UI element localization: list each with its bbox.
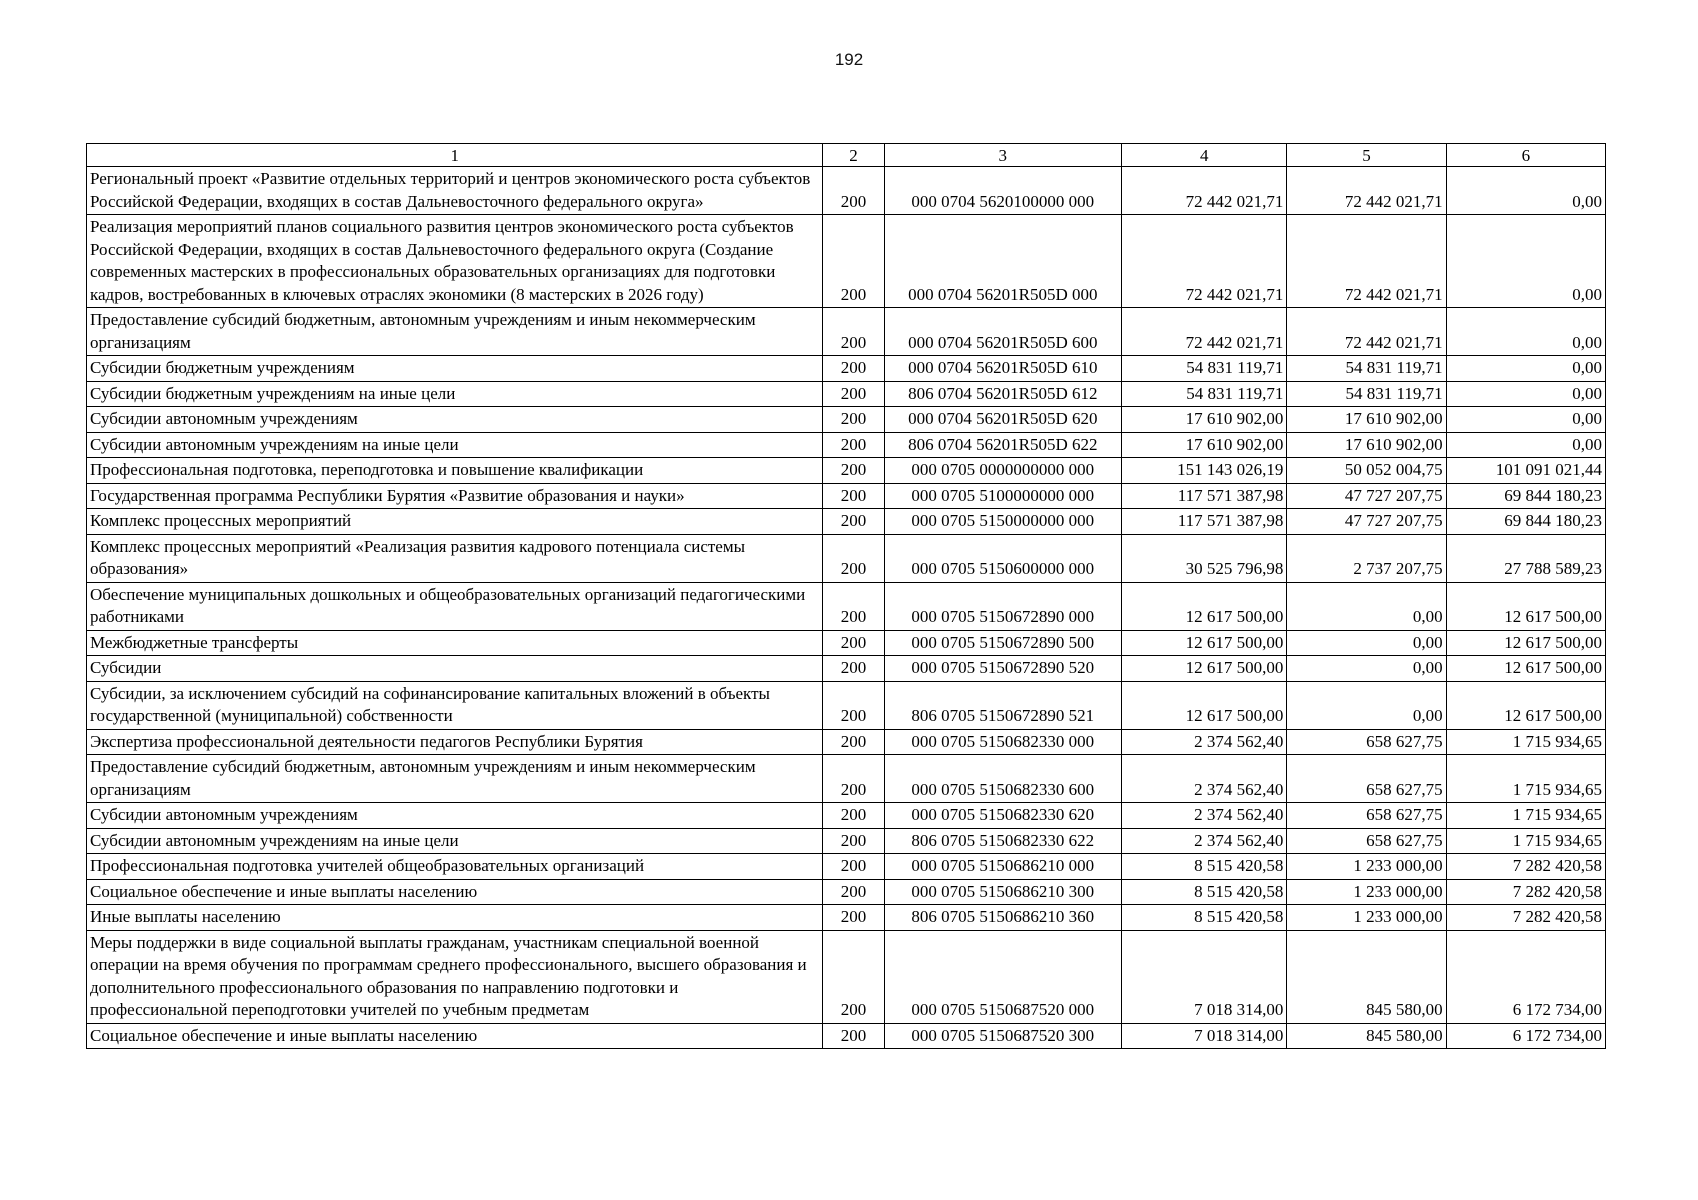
row-amount-cell: 17 610 902,00 bbox=[1287, 432, 1446, 458]
row-amount-cell: 54 831 119,71 bbox=[1287, 356, 1446, 382]
row-name-cell: Субсидии бюджетным учреждениям на иные цели bbox=[87, 381, 823, 407]
row-amount-cell: 1 715 934,65 bbox=[1446, 828, 1605, 854]
row-amount-cell: 845 580,00 bbox=[1287, 1023, 1446, 1049]
row-classification-cell: 806 0705 5150686210 360 bbox=[884, 905, 1121, 931]
row-classification-cell: 806 0705 5150672890 521 bbox=[884, 681, 1121, 729]
row-amount-cell: 8 515 420,58 bbox=[1122, 905, 1287, 931]
row-code-cell: 200 bbox=[823, 729, 884, 755]
row-code-cell: 200 bbox=[823, 930, 884, 1023]
column-number-row bbox=[87, 144, 1606, 167]
row-name-cell: Субсидии автономным учреждениям bbox=[87, 803, 823, 829]
row-code-cell: 200 bbox=[823, 458, 884, 484]
table-row bbox=[87, 930, 1606, 1023]
table-row bbox=[87, 905, 1606, 931]
row-code-cell: 200 bbox=[823, 381, 884, 407]
row-code-cell: 200 bbox=[823, 656, 884, 682]
row-code-cell: 200 bbox=[823, 681, 884, 729]
row-amount-cell: 0,00 bbox=[1287, 630, 1446, 656]
row-amount-cell: 17 610 902,00 bbox=[1287, 407, 1446, 433]
row-code-cell: 200 bbox=[823, 854, 884, 880]
row-classification-cell: 000 0705 5150672890 520 bbox=[884, 656, 1121, 682]
row-amount-cell: 658 627,75 bbox=[1287, 828, 1446, 854]
table-row bbox=[87, 167, 1606, 215]
row-amount-cell: 8 515 420,58 bbox=[1122, 854, 1287, 880]
row-amount-cell: 30 525 796,98 bbox=[1122, 534, 1287, 582]
table-row bbox=[87, 356, 1606, 382]
row-name-cell: Комплекс процессных мероприятий «Реализация развития кадрового потенциала системы образования» bbox=[87, 534, 823, 582]
row-name-cell: Субсидии бюджетным учреждениям bbox=[87, 356, 823, 382]
row-amount-cell: 6 172 734,00 bbox=[1446, 1023, 1605, 1049]
row-amount-cell: 7 282 420,58 bbox=[1446, 879, 1605, 905]
row-classification-cell: 000 0704 5620100000 000 bbox=[884, 167, 1121, 215]
row-amount-cell: 12 617 500,00 bbox=[1446, 681, 1605, 729]
row-name-cell: Государственная программа Республики Бурятия «Развитие образования и науки» bbox=[87, 483, 823, 509]
row-code-cell: 200 bbox=[823, 215, 884, 308]
row-amount-cell: 0,00 bbox=[1446, 167, 1605, 215]
row-amount-cell: 0,00 bbox=[1287, 656, 1446, 682]
row-amount-cell: 0,00 bbox=[1446, 407, 1605, 433]
table-row bbox=[87, 729, 1606, 755]
row-classification-cell: 000 0705 5150000000 000 bbox=[884, 509, 1121, 535]
row-code-cell: 200 bbox=[823, 534, 884, 582]
row-classification-cell: 000 0705 5150686210 300 bbox=[884, 879, 1121, 905]
table-row bbox=[87, 509, 1606, 535]
row-amount-cell: 1 233 000,00 bbox=[1287, 905, 1446, 931]
row-amount-cell: 6 172 734,00 bbox=[1446, 930, 1605, 1023]
table-row bbox=[87, 534, 1606, 582]
row-amount-cell: 2 374 562,40 bbox=[1122, 828, 1287, 854]
row-amount-cell: 72 442 021,71 bbox=[1287, 308, 1446, 356]
table-row bbox=[87, 407, 1606, 433]
row-amount-cell: 12 617 500,00 bbox=[1122, 681, 1287, 729]
table-row bbox=[87, 879, 1606, 905]
table-row bbox=[87, 656, 1606, 682]
row-amount-cell: 50 052 004,75 bbox=[1287, 458, 1446, 484]
row-amount-cell: 72 442 021,71 bbox=[1287, 167, 1446, 215]
row-classification-cell: 000 0704 56201R505D 610 bbox=[884, 356, 1121, 382]
row-classification-cell: 000 0705 5150672890 500 bbox=[884, 630, 1121, 656]
row-amount-cell: 12 617 500,00 bbox=[1446, 656, 1605, 682]
row-amount-cell: 72 442 021,71 bbox=[1122, 308, 1287, 356]
table-row bbox=[87, 828, 1606, 854]
row-amount-cell: 101 091 021,44 bbox=[1446, 458, 1605, 484]
row-amount-cell: 17 610 902,00 bbox=[1122, 432, 1287, 458]
table-row bbox=[87, 458, 1606, 484]
row-amount-cell: 17 610 902,00 bbox=[1122, 407, 1287, 433]
row-name-cell: Субсидии автономным учреждениям на иные цели bbox=[87, 432, 823, 458]
row-amount-cell: 1 233 000,00 bbox=[1287, 854, 1446, 880]
row-amount-cell: 2 374 562,40 bbox=[1122, 729, 1287, 755]
row-name-cell: Предоставление субсидий бюджетным, автономным учреждениям и иным некоммерческим организациям bbox=[87, 308, 823, 356]
table-row bbox=[87, 432, 1606, 458]
row-amount-cell: 0,00 bbox=[1287, 681, 1446, 729]
row-code-cell: 200 bbox=[823, 167, 884, 215]
column-header: 3 bbox=[884, 144, 1121, 167]
row-code-cell: 200 bbox=[823, 483, 884, 509]
row-name-cell: Профессиональная подготовка учителей общеобразовательных организаций bbox=[87, 854, 823, 880]
row-name-cell: Меры поддержки в виде социальной выплаты гражданам, участникам специальной военной операции на время обучения по программам среднего профессионального, высшего образования и дополнительного профессионального образования по направлению подготовки и профессиональной переподготовки учителей по учебным предметам bbox=[87, 930, 823, 1023]
row-name-cell: Предоставление субсидий бюджетным, автономным учреждениям и иным некоммерческим организациям bbox=[87, 755, 823, 803]
row-code-cell: 200 bbox=[823, 407, 884, 433]
row-amount-cell: 1 715 934,65 bbox=[1446, 755, 1605, 803]
row-amount-cell: 54 831 119,71 bbox=[1122, 381, 1287, 407]
row-amount-cell: 47 727 207,75 bbox=[1287, 483, 1446, 509]
row-code-cell: 200 bbox=[823, 356, 884, 382]
row-classification-cell: 806 0705 5150682330 622 bbox=[884, 828, 1121, 854]
table-row bbox=[87, 630, 1606, 656]
row-amount-cell: 72 442 021,71 bbox=[1122, 215, 1287, 308]
row-amount-cell: 845 580,00 bbox=[1287, 930, 1446, 1023]
row-classification-cell: 000 0704 56201R505D 600 bbox=[884, 308, 1121, 356]
table-row bbox=[87, 854, 1606, 880]
row-amount-cell: 12 617 500,00 bbox=[1122, 582, 1287, 630]
row-amount-cell: 7 282 420,58 bbox=[1446, 905, 1605, 931]
row-classification-cell: 000 0705 5150686210 000 bbox=[884, 854, 1121, 880]
row-amount-cell: 69 844 180,23 bbox=[1446, 483, 1605, 509]
row-classification-cell: 000 0705 5150687520 000 bbox=[884, 930, 1121, 1023]
table-row bbox=[87, 803, 1606, 829]
row-name-cell: Комплекс процессных мероприятий bbox=[87, 509, 823, 535]
row-code-cell: 200 bbox=[823, 828, 884, 854]
row-amount-cell: 54 831 119,71 bbox=[1287, 381, 1446, 407]
row-amount-cell: 151 143 026,19 bbox=[1122, 458, 1287, 484]
row-amount-cell: 0,00 bbox=[1446, 308, 1605, 356]
row-code-cell: 200 bbox=[823, 630, 884, 656]
row-amount-cell: 12 617 500,00 bbox=[1446, 630, 1605, 656]
row-classification-cell: 000 0705 5150682330 000 bbox=[884, 729, 1121, 755]
row-name-cell: Профессиональная подготовка, переподготовка и повышение квалификации bbox=[87, 458, 823, 484]
column-header: 6 bbox=[1446, 144, 1605, 167]
row-code-cell: 200 bbox=[823, 879, 884, 905]
table-row bbox=[87, 308, 1606, 356]
column-header: 2 bbox=[823, 144, 884, 167]
row-amount-cell: 658 627,75 bbox=[1287, 803, 1446, 829]
row-name-cell: Социальное обеспечение и иные выплаты населению bbox=[87, 879, 823, 905]
row-classification-cell: 000 0705 0000000000 000 bbox=[884, 458, 1121, 484]
row-amount-cell: 72 442 021,71 bbox=[1287, 215, 1446, 308]
row-amount-cell: 54 831 119,71 bbox=[1122, 356, 1287, 382]
row-amount-cell: 47 727 207,75 bbox=[1287, 509, 1446, 535]
table-row bbox=[87, 755, 1606, 803]
table-row bbox=[87, 582, 1606, 630]
row-classification-cell: 000 0705 5100000000 000 bbox=[884, 483, 1121, 509]
row-amount-cell: 7 018 314,00 bbox=[1122, 930, 1287, 1023]
row-amount-cell: 27 788 589,23 bbox=[1446, 534, 1605, 582]
row-code-cell: 200 bbox=[823, 308, 884, 356]
row-amount-cell: 1 715 934,65 bbox=[1446, 803, 1605, 829]
table-row bbox=[87, 215, 1606, 308]
row-code-cell: 200 bbox=[823, 1023, 884, 1049]
column-header: 4 bbox=[1122, 144, 1287, 167]
row-classification-cell: 000 0705 5150600000 000 bbox=[884, 534, 1121, 582]
row-amount-cell: 2 374 562,40 bbox=[1122, 755, 1287, 803]
row-amount-cell: 658 627,75 bbox=[1287, 729, 1446, 755]
row-code-cell: 200 bbox=[823, 905, 884, 931]
row-amount-cell: 0,00 bbox=[1446, 356, 1605, 382]
row-amount-cell: 12 617 500,00 bbox=[1122, 656, 1287, 682]
row-classification-cell: 000 0705 5150682330 620 bbox=[884, 803, 1121, 829]
row-amount-cell: 1 233 000,00 bbox=[1287, 879, 1446, 905]
row-classification-cell: 000 0705 5150687520 300 bbox=[884, 1023, 1121, 1049]
table-row bbox=[87, 381, 1606, 407]
row-name-cell: Субсидии bbox=[87, 656, 823, 682]
row-name-cell: Экспертиза профессиональной деятельности педагогов Республики Бурятия bbox=[87, 729, 823, 755]
row-name-cell: Межбюджетные трансферты bbox=[87, 630, 823, 656]
row-amount-cell: 69 844 180,23 bbox=[1446, 509, 1605, 535]
row-name-cell: Иные выплаты населению bbox=[87, 905, 823, 931]
row-name-cell: Субсидии, за исключением субсидий на софинансирование капитальных вложений в объекты государственной (муниципальной) собственности bbox=[87, 681, 823, 729]
row-classification-cell: 000 0705 5150672890 000 bbox=[884, 582, 1121, 630]
row-amount-cell: 117 571 387,98 bbox=[1122, 509, 1287, 535]
table-row bbox=[87, 483, 1606, 509]
budget-table bbox=[86, 143, 1606, 1049]
row-amount-cell: 658 627,75 bbox=[1287, 755, 1446, 803]
row-amount-cell: 12 617 500,00 bbox=[1122, 630, 1287, 656]
row-classification-cell: 000 0705 5150682330 600 bbox=[884, 755, 1121, 803]
row-name-cell: Обеспечение муниципальных дошкольных и общеобразовательных организаций педагогическими работниками bbox=[87, 582, 823, 630]
row-name-cell: Социальное обеспечение и иные выплаты населению bbox=[87, 1023, 823, 1049]
row-classification-cell: 806 0704 56201R505D 612 bbox=[884, 381, 1121, 407]
column-header: 1 bbox=[87, 144, 823, 167]
row-amount-cell: 7 282 420,58 bbox=[1446, 854, 1605, 880]
row-code-cell: 200 bbox=[823, 432, 884, 458]
row-amount-cell: 0,00 bbox=[1446, 432, 1605, 458]
row-code-cell: 200 bbox=[823, 582, 884, 630]
row-code-cell: 200 bbox=[823, 509, 884, 535]
row-classification-cell: 000 0704 56201R505D 620 bbox=[884, 407, 1121, 433]
row-amount-cell: 8 515 420,58 bbox=[1122, 879, 1287, 905]
row-amount-cell: 0,00 bbox=[1287, 582, 1446, 630]
row-classification-cell: 806 0704 56201R505D 622 bbox=[884, 432, 1121, 458]
row-name-cell: Субсидии автономным учреждениям на иные цели bbox=[87, 828, 823, 854]
row-amount-cell: 12 617 500,00 bbox=[1446, 582, 1605, 630]
row-name-cell: Субсидии автономным учреждениям bbox=[87, 407, 823, 433]
row-amount-cell: 7 018 314,00 bbox=[1122, 1023, 1287, 1049]
row-code-cell: 200 bbox=[823, 755, 884, 803]
row-amount-cell: 2 374 562,40 bbox=[1122, 803, 1287, 829]
row-amount-cell: 2 737 207,75 bbox=[1287, 534, 1446, 582]
column-header: 5 bbox=[1287, 144, 1446, 167]
row-name-cell: Реализация мероприятий планов социального развития центров экономического роста субъектов Российской Федерации, входящих в состав Дальневосточного федерального округа (Создание современных мастерских в профессиональных образовательных организациях для подготовки кадров, востребованных в ключевых отраслях экономики (8 мастерских в 2026 году) bbox=[87, 215, 823, 308]
table-row bbox=[87, 1023, 1606, 1049]
row-code-cell: 200 bbox=[823, 803, 884, 829]
row-amount-cell: 1 715 934,65 bbox=[1446, 729, 1605, 755]
row-amount-cell: 72 442 021,71 bbox=[1122, 167, 1287, 215]
row-classification-cell: 000 0704 56201R505D 000 bbox=[884, 215, 1121, 308]
row-name-cell: Региональный проект «Развитие отдельных территорий и центров экономического роста субъектов Российской Федерации, входящих в состав Дальневосточного федерального округа» bbox=[87, 167, 823, 215]
row-amount-cell: 117 571 387,98 bbox=[1122, 483, 1287, 509]
table-row bbox=[87, 681, 1606, 729]
page-number: 192 bbox=[834, 50, 864, 69]
row-amount-cell: 0,00 bbox=[1446, 381, 1605, 407]
row-amount-cell: 0,00 bbox=[1446, 215, 1605, 308]
